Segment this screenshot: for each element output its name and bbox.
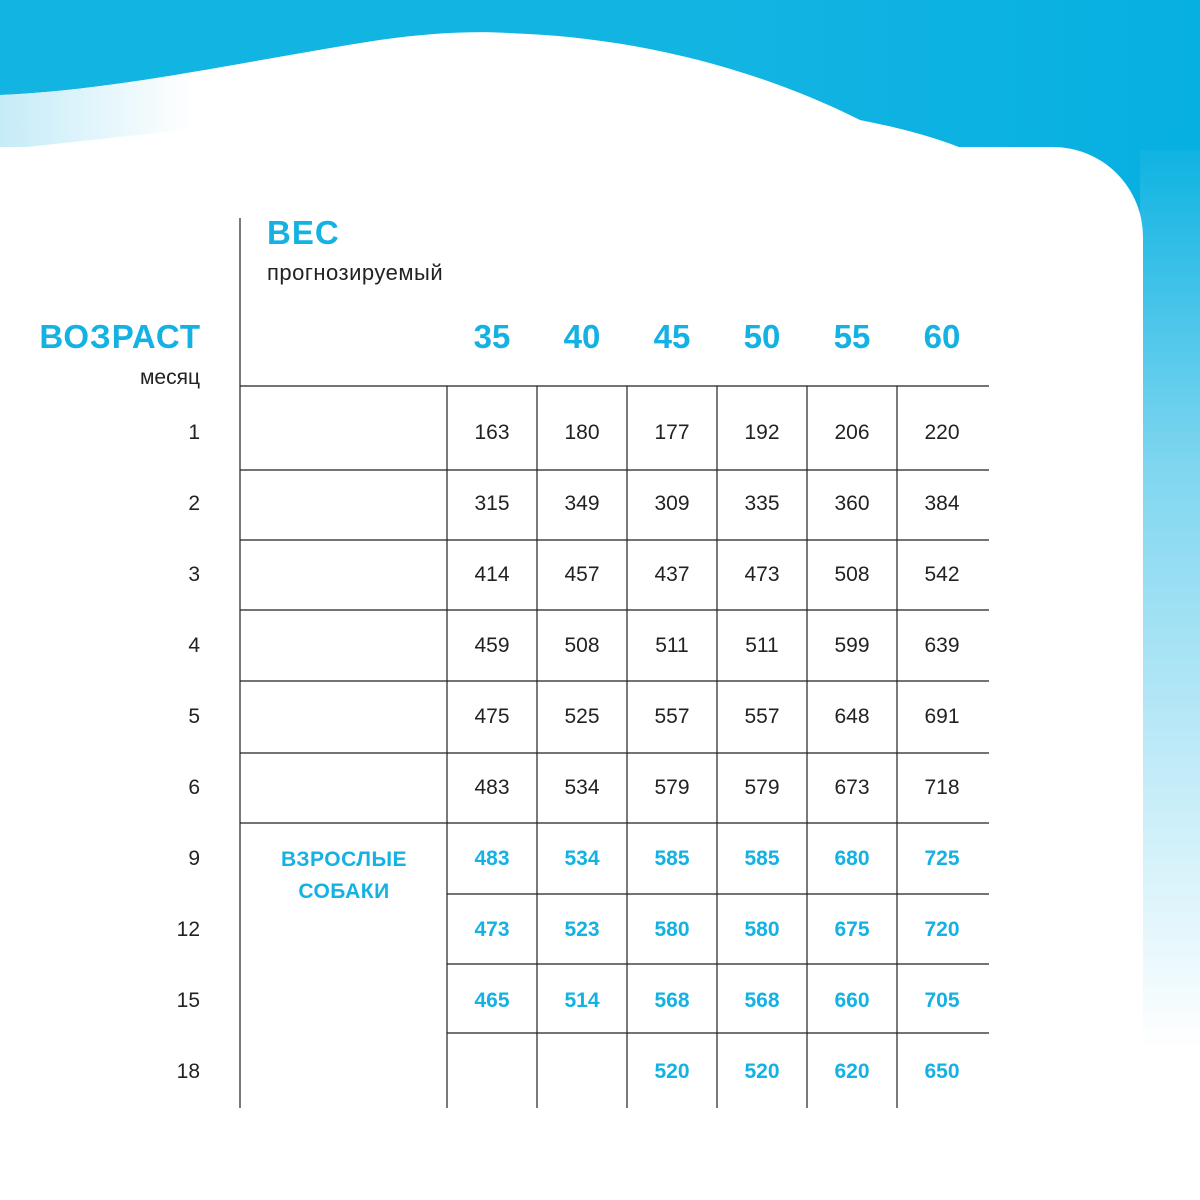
- table-cell: 315: [474, 492, 510, 515]
- age-label: 2: [188, 492, 200, 515]
- weight-column-header: 50: [743, 318, 781, 355]
- table-cell: 639: [924, 634, 960, 657]
- age-label: 3: [188, 563, 200, 586]
- weight-column-header: 45: [653, 318, 691, 355]
- table-cell: 177: [654, 421, 690, 444]
- table-cell: 534: [564, 776, 600, 799]
- age-label: 15: [176, 989, 200, 1012]
- table-cell: 720: [924, 918, 960, 941]
- age-label: 12: [176, 918, 200, 941]
- age-label: 1: [188, 421, 200, 444]
- table-cell: 520: [654, 1060, 690, 1083]
- table-cell: 557: [744, 705, 780, 728]
- table-cell: 523: [564, 918, 600, 941]
- age-label: 5: [188, 705, 200, 728]
- age-label: 18: [176, 1060, 200, 1083]
- age-title: ВОЗРАСТ: [39, 318, 201, 355]
- age-label: 6: [188, 776, 200, 799]
- table-cell: 534: [564, 847, 600, 870]
- table-cell: 580: [654, 918, 690, 941]
- table-cell: 335: [744, 492, 780, 515]
- table-cell: 511: [655, 634, 689, 657]
- table-cell: 459: [474, 634, 510, 657]
- table-cell: 568: [744, 989, 780, 1012]
- table-cell: 180: [564, 421, 600, 444]
- table-cell: 585: [744, 847, 780, 870]
- table-cell: 206: [834, 421, 870, 444]
- table-cell: 473: [474, 918, 510, 941]
- table-cell: 520: [744, 1060, 780, 1083]
- weight-column-header: 40: [563, 318, 601, 355]
- table-cell: 580: [744, 918, 780, 941]
- table-cell: 508: [564, 634, 600, 657]
- weight-column-header: 55: [833, 318, 871, 355]
- table-cell: 691: [924, 705, 960, 728]
- table-cell: 525: [564, 705, 600, 728]
- table-cell: 483: [474, 776, 510, 799]
- weight-column-header: 35: [473, 318, 511, 355]
- age-subtitle: месяц: [139, 366, 200, 389]
- table-cell: 475: [474, 705, 510, 728]
- table-cell: 673: [834, 776, 870, 799]
- age-label: 4: [188, 634, 200, 657]
- table-cell: 650: [924, 1060, 960, 1083]
- table-cell: 680: [834, 847, 870, 870]
- table-cell: 705: [924, 989, 960, 1012]
- table-cell: 718: [924, 776, 960, 799]
- table-cell: 163: [474, 421, 510, 444]
- table-cell: [447, 1057, 537, 1087]
- table-cell: 648: [834, 705, 870, 728]
- table-cell: 414: [474, 563, 510, 586]
- table-cell: 192: [744, 421, 780, 444]
- table-cell: 514: [564, 989, 600, 1012]
- table-cell: 579: [744, 776, 780, 799]
- weight-column-header: 60: [923, 318, 961, 355]
- adult-dogs-label-line: СОБАКИ: [298, 880, 390, 903]
- table-cell: 585: [654, 847, 690, 870]
- table-cell: 473: [744, 563, 780, 586]
- table-cell: 620: [834, 1060, 870, 1083]
- age-label: 9: [188, 847, 200, 870]
- table-cell: 437: [654, 563, 690, 586]
- table-cell: 660: [834, 989, 870, 1012]
- table-cell: 579: [654, 776, 690, 799]
- table-cell: 542: [924, 563, 960, 586]
- weight-subtitle: прогнозируемый: [267, 260, 444, 285]
- table-cell: 360: [834, 492, 870, 515]
- table-cell: 465: [474, 989, 510, 1012]
- weight-title: ВЕС: [267, 214, 340, 251]
- table-cell: 511: [745, 634, 779, 657]
- adult-dogs-label-line: ВЗРОСЛЫЕ: [280, 848, 408, 871]
- table-cell: [537, 1057, 627, 1087]
- table-cell: 675: [834, 918, 870, 941]
- table-cell: 725: [924, 847, 960, 870]
- table-cell: 568: [654, 989, 690, 1012]
- table-cell: 220: [924, 421, 960, 444]
- table-cell: 557: [654, 705, 690, 728]
- table-cell: 599: [834, 634, 870, 657]
- table-cell: 508: [834, 563, 870, 586]
- table-cell: 309: [654, 492, 690, 515]
- table-cell: 483: [474, 847, 510, 870]
- table-cell: 384: [924, 492, 960, 515]
- adult-dogs-label: [246, 844, 442, 908]
- table-cell: 457: [564, 563, 600, 586]
- table-cell: 349: [564, 492, 600, 515]
